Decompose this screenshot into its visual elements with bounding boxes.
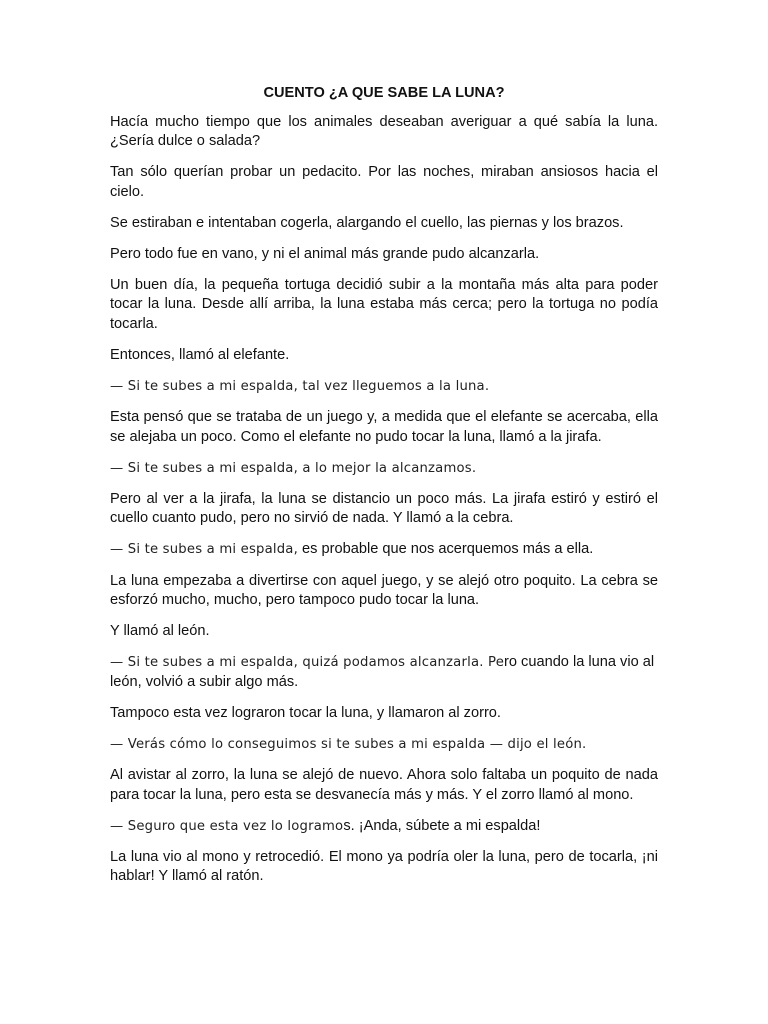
paragraph: Esta pensó que se trataba de un juego y, a medida que el elefante se acercaba, ella se alejaba un poco. Como el elefante no pudo tocar la luna, llamó a la jirafa. <box>110 409 658 445</box>
dialogue-spoken: — Si te subes a mi espalda, <box>110 542 298 558</box>
paragraph: Pero todo fue en vano, y ni el animal más grande pudo alcanzarla. <box>110 245 540 262</box>
dialogue-line <box>110 735 658 755</box>
dialogue-rest: ro cuando la luna vio al león, volvió a subir algo más. <box>110 654 655 690</box>
paragraph: Y llamó al león. <box>110 623 210 640</box>
paragraph: La luna vio al mono y retrocedió. El mono ya podría oler la luna, pero de tocarla, ¡ni hablar! Y llamó al ratón. <box>110 848 658 885</box>
paragraph: Al avistar al zorro, la luna se alejó de nuevo. Ahora solo faltaba un poquito de nada para tocar la luna, pero esta se desvanecía más y más. Y el zorro llamó al mono. <box>110 767 658 803</box>
dialogue-rest: es probable que nos acerquemos más a ella. <box>297 541 594 558</box>
paragraph: Entonces, llamó al elefante. <box>110 346 290 363</box>
dialogue-line <box>110 377 658 397</box>
paragraph: La luna empezaba a divertirse con aquel juego, y se alejó otro poquito. La cebra se esforzó mucho, mucho, pero tampoco pudo tocar la luna. <box>110 572 658 609</box>
paragraph: Se estiraban e intentaban cogerla, alargando el cuello, las piernas y los brazos. <box>110 214 624 231</box>
paragraph: Tan sólo querían probar un pedacito. Por las noches, miraban ansiosos hacia el cielo. <box>110 164 658 200</box>
story-title: CUENTO ¿A QUE SABE LA LUNA? <box>263 85 505 101</box>
dialogue-spoken: — Si te subes a mi espalda, tal vez lleguemos a la luna. <box>110 379 490 395</box>
dialogue-line <box>110 653 658 692</box>
dialogue-spoken: — Verás cómo lo conseguimos si te subes a mi espalda — dijo el león. <box>110 736 587 752</box>
dialogue-line <box>110 817 658 837</box>
paragraph: Hacía mucho tiempo que los animales deseaban averiguar a qué sabía la luna. ¿Sería dulce o salada? <box>110 113 658 149</box>
paragraph: Pero al ver a la jirafa, la luna se distancio un poco más. La jirafa estiró y estiró el cuello cuanto pudo, pero no sirvió de nada. Y llamó a la cebra. <box>110 490 658 527</box>
dialogue-spoken: — Seguro que esta vez lo logramo <box>110 818 344 834</box>
dialogue-spoken: — Si te subes a mi espalda, quizá podamos alcanzarla. Pe <box>110 655 505 671</box>
dialogue-line <box>110 459 658 479</box>
dialogue-spoken: — Si te subes a mi espalda, a lo mejor la alcanzamos. <box>110 460 477 476</box>
document-page <box>110 84 658 898</box>
paragraph: Un buen día, la pequeña tortuga decidió subir a la montaña más alta para poder tocar la luna. Desde allí arriba, la luna estaba más cerca; pero la tortuga no podía tocarla. <box>110 276 658 332</box>
dialogue-rest: s. ¡Anda, súbete a mi espalda! <box>343 817 541 834</box>
dialogue-line <box>110 540 658 560</box>
paragraph: Tampoco esta vez lograron tocar la luna, y llamaron al zorro. <box>110 704 501 721</box>
